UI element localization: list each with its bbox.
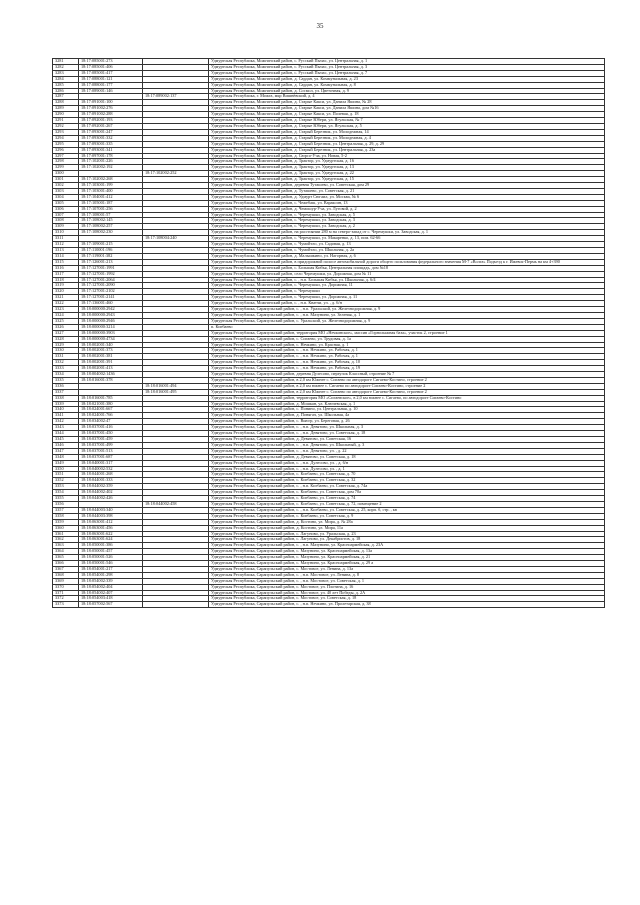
cadastral-number: 18:18:016001:785: [79, 395, 143, 401]
address: Удмуртская Республика, Можгинский район, д. Старый Березник, ул. Центральная, д. 29, д. 29: [209, 141, 605, 147]
cadastral-number: 18:17:110001:196: [79, 248, 143, 254]
address: Удмуртская Республика, Сарапульский район, с. , н.п. Дулесово, ул. , д. 1: [209, 466, 605, 472]
cadastral-number: 18:18:002001:340: [79, 342, 143, 348]
cadastral-number: 18:17:109001:215: [79, 242, 143, 248]
row-number: 3343: [53, 425, 79, 431]
address: Удмуртская Республика, Можгинский район, с. Русский Пычас, ул. Центральная, д. 1: [209, 59, 605, 65]
cadastral-number: 18:17:085001:406: [79, 64, 143, 70]
row-number: 3353: [53, 484, 79, 490]
cadastral-number: 18:18:054002:407: [79, 590, 143, 596]
address: Удмуртская Республика, Сарапульский район, с. , н.п. Нечкино, ул. Рабочая, д. 1: [209, 348, 605, 354]
cadastral-number: 18:18:054001:217: [79, 566, 143, 572]
cadastral-number: 18:17:108002:257: [79, 224, 143, 230]
row-number: 3348: [53, 454, 79, 460]
cadastral-number: 18:18:002001:381: [79, 354, 143, 360]
cadastral-number: 18:17:093001:247: [79, 129, 143, 135]
row-number: 3328: [53, 336, 79, 342]
address: Удмуртская Республика, Сарапульский район, в 2,0 км Южнее с. Сигаево по автодороге Сигаево-Костино, строение 2: [209, 377, 605, 383]
row-number: 3290: [53, 112, 79, 118]
address: Удмуртская Республика, Можгинский район, с. , н.п. Кватчи, ул. , д. 6/н: [209, 301, 605, 307]
cadastral-number: 18:17:127001:2102: [79, 289, 143, 295]
row-number: 3311: [53, 236, 79, 242]
cadastral-number: 18:17:105001:187: [79, 200, 143, 206]
address: Удмуртская Республика, Можгинский район, с. Черемушки, ул. Дорожная, д. 11: [209, 295, 605, 301]
row-number: 3341: [53, 413, 79, 419]
row-number: 3369: [53, 578, 79, 584]
address: Удмуртская Республика, Можгинский район, с. Черемушки: [209, 289, 605, 295]
address: Удмуртская Республика, Сарапульский район, с. Кигбаево, ул. Советская, д. 70: [209, 472, 605, 478]
address: Удмуртская Республика, Сарапульский район, д. Девятово, ул. Советская, д. 18: [209, 454, 605, 460]
cadastral-number: 18:18:037001:459: [79, 437, 143, 443]
address: Удмуртская Республика, Можгинский район, д. Туташево, ул. Советская, д. 21: [209, 188, 605, 194]
address: Удмуртская Республика, Сарапульский район, деревня Дулесово, переулок Классный, строение № 7: [209, 372, 605, 378]
address: Удмуртская Республика, Можгинский район, д. Трактор, ул. Удмуртская, д. 22: [209, 171, 605, 177]
address: Удмуртская Республика, Можгинский район, с. , н.п. Большая Кибья, ул. Школьная, д. 6/4: [209, 277, 605, 283]
address: Удмуртская Республика, Можгинский район, с. Чумойтло, ул. Школьная, д. 2а: [209, 248, 605, 254]
cadastral-number: 18:18:040002:532: [79, 466, 143, 472]
cadastral-number: 18:18:063001:456: [79, 525, 143, 531]
cadastral-number: 18:17:092001:267: [79, 123, 143, 129]
address: Удмуртская Республика, Можгинский район, с. Черемушки, ул. Заводская, д. 2: [209, 224, 605, 230]
row-number: 3298: [53, 159, 79, 165]
address: Удмуртская Республика, Сарапульский район, с. , н.п. Девятово, ул. , д. 22: [209, 448, 605, 454]
row-number: 3358: [53, 513, 79, 519]
address: Удмуртская Республика, Сарапульский район, с. Мазунино, ул. Красноармейская, д. 13а: [209, 549, 605, 555]
cadastral-number: 18:17:097001:178: [79, 153, 143, 159]
cadastral-number: 18:17:091002:288: [79, 112, 143, 118]
row-number: 3283: [53, 70, 79, 76]
row-number: 3365: [53, 555, 79, 561]
address: Удмуртская Республика, Сарапульский район, с. , н.п. Мазунино, ул. Зеленая, д. 1: [209, 312, 605, 318]
address: Удмуртская Республика, Можгинский район, д. Сардан, ул. Коммунальная, д. 8: [209, 82, 605, 88]
cadastral-number: 18:17:089001:146: [79, 88, 143, 94]
cadastral-number: 18:18:044003:398: [79, 513, 143, 519]
address: Удмуртская Республика, Сарапульский район, с. Нечкино, ул. Красная, д. 1: [209, 342, 605, 348]
row-number: 3291: [53, 118, 79, 124]
row-number: 3315: [53, 259, 79, 265]
cadastral-number: 18:18:040001:317: [79, 460, 143, 466]
address: Удмуртская Республика, Сарапульский район, в 2,0 км Южнее с. Сигаево по автодороге Сигаево-Костино, строение 2: [209, 389, 605, 395]
row-number: 3318: [53, 277, 79, 283]
cadastral-number: 18:18:004002:1436: [79, 372, 143, 378]
address: Удмуртская Республика, Сарапульский район, с. Мазунино, ул. Красноармейская, д. 29 а: [209, 561, 605, 567]
row-number: 3345: [53, 437, 79, 443]
row-number: 3355: [53, 496, 79, 502]
cadastral-number: 18:18:024001:667: [79, 407, 143, 413]
cadastral-number: 18:17:085001:273: [79, 59, 143, 65]
address: Удмуртская Республика, Сарапульский район, с. , н.п. Нечкино, ул. Рабочая, д. 19: [209, 366, 605, 372]
address: Удмуртская Республика, Можгинский район, д. Трактор, ул. Удмуртская, д. 15: [209, 177, 605, 183]
cadastral-number: 18:18:054002:339: [79, 578, 143, 584]
address: Удмуртская Республика, Можгинский район, с. Черемушки, ул. Заводская, д. 5: [209, 212, 605, 218]
address: Удмуртская Республика, Сарапульский район, с. Лагуново, ул. Уральская, д. 23: [209, 531, 605, 537]
row-number: 3349: [53, 460, 79, 466]
cadastral-number: 18:18:000000:3903: [79, 330, 143, 336]
cadastral-number: 18:17:103001:199: [79, 183, 143, 189]
cadastral-number: 18:18:063001:622: [79, 531, 143, 537]
row-number: 3316: [53, 265, 79, 271]
cadastral-number: 18:18:024001:766: [79, 413, 143, 419]
row-number: 3302: [53, 183, 79, 189]
address: Удмуртская Республика, Сарапульский район, с. Кигбаево, ул. Советская, д. 74: [209, 496, 605, 502]
cadastral-number: 18:18:000000:2942: [79, 307, 143, 313]
row-number: 3306: [53, 206, 79, 212]
cadastral-number: 18:17:127001:2141: [79, 295, 143, 301]
cadastral-number: 18:17:136001:460: [79, 301, 143, 307]
address: Удмуртская Республика, Сарапульский район, д. Костино, ул. Мира, 11а: [209, 525, 605, 531]
row-number: 3324: [53, 312, 79, 318]
row-number: 3288: [53, 100, 79, 106]
row-number: 3281: [53, 59, 79, 65]
row-number: 3361: [53, 531, 79, 537]
cadastral-number: 18:18:044003:340: [79, 507, 143, 513]
address: Удмуртская Республика, Можгинский район, д. Сюрсо-Уча, ул. Новая, 5-2: [209, 153, 605, 159]
cadastral-number: 18:17:088001:177: [79, 82, 143, 88]
cadastral-number: 18:17:091002:276: [79, 106, 143, 112]
cadastral-number: 18:17:103001:400: [79, 188, 143, 194]
row-number: 3335: [53, 377, 79, 383]
address: Удмуртская Республика, Сарапульский район, территория МО «Нечкинское», массив «Горнолыжная база», участок 2, строение 1: [209, 330, 605, 336]
address: Удмуртская Республика, Сарапульский район, с. , н.п. Нечкино, ул. Пролетарская, д. 38: [209, 602, 605, 608]
row-number: 3285: [53, 82, 79, 88]
row-number: 3292: [53, 123, 79, 129]
row-number: 3310: [53, 230, 79, 236]
row-number: 3372: [53, 596, 79, 602]
address: Удмуртская Республика, Сарапульский район, с. , н.п. Дулесово, ул. , д. 6/н: [209, 460, 605, 466]
address: Удмуртская Республика, Можгинский район, д. Старый Березник, ул. Центральная, д. 23а: [209, 147, 605, 153]
address: Удмуртская Республика, Сарапульский район, с. , н.п. Мостовое, ул. Советская, д. 1: [209, 578, 605, 584]
address: Удмуртская Республика, Можгинский район, д. Старые Какси, ул. Данила Яшина, дом №16: [209, 106, 605, 112]
row-number: 3295: [53, 141, 79, 147]
row-number: 3319: [53, 283, 79, 289]
address: Удмуртская Республика, Сарапульский район, с. , н.п. Мостовое, ул. Ленина, д. 8: [209, 572, 605, 578]
address: Удмуртская Республика, Можгинский район, в придорожной полосе автомобильной дороги общего пользования федерального значения М-7 «Волга» Подъезд к г. Ижевск-Пермь на км 4+390: [209, 259, 605, 265]
address: Удмуртская Республика, Можгинский район, с. Русский Пычас, ул. Центральная, д. 7: [209, 70, 605, 76]
cadastral-number: 18:18:054002:404: [79, 584, 143, 590]
row-number: 3317: [53, 271, 79, 277]
row-number: 3300: [53, 171, 79, 177]
cadastral-number: 18:17:093001:332: [79, 135, 143, 141]
page-number: 35: [316, 22, 324, 30]
cadastral-number: 18:17:093001:335: [79, 141, 143, 147]
address: Удмуртская Республика, Можгинский район, д. Удмурт Сюгаил, ул. Москва, № 6: [209, 194, 605, 200]
row-number: 3287: [53, 94, 79, 100]
address: Удмуртская Республика, Сарапульский район, с. Лагуново, ул. Декабристов, д. 18: [209, 537, 605, 543]
cadastral-number: 18:18:044002:359: [79, 484, 143, 490]
registry-table: [52, 58, 605, 608]
address: Удмуртская Республика, Можгинский район, с. Черемушки, ул. Дорожная, 11: [209, 283, 605, 289]
cadastral-number: 18:18:050001:526: [79, 555, 143, 561]
address: п. Кигбаево: [209, 324, 605, 330]
cadastral-number: 18:18:037001:416: [79, 425, 143, 431]
address: Удмуртская Республика, Сарапульский район, с. , н.п. Нечкино, ул. Рабочая, д. 10: [209, 360, 605, 366]
row-number: 3340: [53, 407, 79, 413]
address: Удмуртская Республика, Сарапульский район, д. Костино, ул. Мира, д. № 28а: [209, 519, 605, 525]
table-row: [53, 602, 605, 608]
row-number: 3296: [53, 147, 79, 153]
row-number: 3332: [53, 360, 79, 366]
cadastral-number: 18:18:000000:4734: [79, 336, 143, 342]
address: Удмуртская Республика, Можгинский район, д. Малышкино, ул. Нагорная, д. 6: [209, 253, 605, 259]
row-number: 3364: [53, 549, 79, 555]
address: Удмуртская Республика, Сарапульский район, с. Мостовое, ул. Плотина, д. 16: [209, 584, 605, 590]
row-number: 3286: [53, 88, 79, 94]
address: Удмуртская Республика, Можгинский район, д. Сардан, ул. Коммунальная, д. 23: [209, 76, 605, 82]
address: Удмуртская Республика, Сарапульский район, в 2,0 км южнее с. Сигаево по автодороге Сигаево-Костино, строение 2: [209, 383, 605, 389]
row-number: 3366: [53, 561, 79, 567]
cadastral-number: 18:17:085001:417: [79, 70, 143, 76]
address: Удмуртская Республика, Сарапульский район, с. Сигаево, ул. Трудовая, д. 1а: [209, 336, 605, 342]
row-number: 3331: [53, 354, 79, 360]
cadastral-number: 18:18:050001:546: [79, 561, 143, 567]
address: Удмуртская Республика, Можгинский район, д. Трактор, ул. Удмуртская, д. 13: [209, 165, 605, 171]
row-number: 3322: [53, 301, 79, 307]
address: Удмуртская Республика, Можгинский район, с. Русский Пычас, ул. Центральная, д. 3: [209, 64, 605, 70]
linked-cadastral-number: 18:17:102002:252: [143, 171, 209, 177]
address: Удмуртская Республика, Сарапульский район, с. Вьюгр, ул. Береговая, д. 26: [209, 419, 605, 425]
row-number: 3337: [53, 389, 79, 395]
address: Удмуртская Республика, Можгинский район, деревня Туташево, ул. Советская, дом 29: [209, 183, 605, 189]
row-number: 3303: [53, 188, 79, 194]
address: Удмуртская Республика, Сарапульский район, с. Мостовое, ул. Ленина, д. 13а: [209, 566, 605, 572]
cadastral-number: 18:18:016001:378: [79, 377, 143, 383]
row-number: 3312: [53, 242, 79, 248]
address: Удмуртская Республика, г. Можга, мкр Вишнёвский, д. 4: [209, 94, 605, 100]
row-number: 3360: [53, 525, 79, 531]
address: Удмуртская Республика, Можгинский район, д. Трактор, ул. Удмуртская, д. 16: [209, 159, 605, 165]
linked-cadastral-number: 18:17:089002:137: [143, 94, 209, 100]
cadastral-number: 18:18:034002:47: [79, 419, 143, 425]
cadastral-number: 18:17:102002:268: [79, 177, 143, 183]
row-number: 3334: [53, 372, 79, 378]
row-number: 3354: [53, 490, 79, 496]
row-number: 3342: [53, 419, 79, 425]
row-number: 3326: [53, 324, 79, 330]
address: Удмуртская Республика, Можгинский район, с. Черемушки, ул. Заводская, д. 3: [209, 218, 605, 224]
cadastral-number: 18:18:063001:412: [79, 519, 143, 525]
row-number: 3299: [53, 165, 79, 171]
cadastral-number: 18:18:000000:2946: [79, 318, 143, 324]
address: Удмуртская Республика, Сарапульский район, с. Мостовое, ул. 40 лет Победы, д. 2А: [209, 590, 605, 596]
address: Удмуртская Республика, Сарапульский район, с. , н.п. Девятово, ул. Школьный, д. 3: [209, 442, 605, 448]
linked-cadastral-number: 18:18:016001:494: [143, 383, 209, 389]
cadastral-number: 18:17:102002:192: [79, 165, 143, 171]
cadastral-number: 18:17:127001:1992: [79, 271, 143, 277]
address: Удмуртская Республика, Сарапульский район, с. , н.п. Нечкино, ул. Рабочая, д. 1: [209, 354, 605, 360]
linked-cadastral-number: 18:18:044002:458: [143, 501, 209, 507]
row-number: 3359: [53, 519, 79, 525]
row-number: 3362: [53, 537, 79, 543]
row-number: 3309: [53, 224, 79, 230]
row-number: 3351: [53, 472, 79, 478]
row-number: 3330: [53, 348, 79, 354]
cadastral-number: 18:18:037001:687: [79, 454, 143, 460]
row-number: 3371: [53, 590, 79, 596]
cadastral-number: 18:18:037001:513: [79, 448, 143, 454]
address: Удмуртская Республика, Сарапульский район, с. Кигбаево, ул. Советская, д. 72, помещение 2: [209, 501, 605, 507]
address: Удмуртская Республика, Сарапульский район, д. Девятово, ул. Советская, 16: [209, 437, 605, 443]
cadastral-number: 18:18:044001:268: [79, 472, 143, 478]
address: Удмуртская Республика, Сарапульский район, территория МО «Сигаевское», в 2,0 км южнее с. Сигаево, по автодороге Сигаево-Костино: [209, 395, 605, 401]
cadastral-number: 18:17:104001:412: [79, 194, 143, 200]
address: Удмуртская Республика, Можгинский район, д. Старые Какси, ул. Данила Яшина, № 28: [209, 100, 605, 106]
address: Удмуртская Республика, Сарапульский район, с. , н.п. Мазунино, ул. Красноармейская, д. 23А: [209, 543, 605, 549]
linked-cadastral-number: 18:17:108004:240: [143, 236, 209, 242]
cadastral-number: 18:18:002001:373: [79, 348, 143, 354]
row-number: 3297: [53, 153, 79, 159]
cadastral-number: 18:17:127001:1991: [79, 265, 143, 271]
row-number: 3307: [53, 212, 79, 218]
cadastral-number: 18:18:054001:298: [79, 572, 143, 578]
cadastral-number: 18:17:108001:57: [79, 212, 143, 218]
row-number: 3347: [53, 448, 79, 454]
cadastral-number: 18:17:093001:341: [79, 147, 143, 153]
row-number: 3320: [53, 289, 79, 295]
row-number: 3323: [53, 307, 79, 313]
cadastral-number: 18:17:107001:256: [79, 206, 143, 212]
address: Удмуртская Республика, Сарапульский район, с. Мостовое, ул. Советская, д. 18: [209, 596, 605, 602]
cadastral-number: 18:18:037001:499: [79, 442, 143, 448]
row-number: 3327: [53, 330, 79, 336]
row-number: 3325: [53, 318, 79, 324]
row-number: 3329: [53, 342, 79, 348]
address: Удмуртская Республика, Сарапульский район, с. , н.п. Кигбаево, ул. Советская, д. 25, корп. б, стр. , кв: [209, 507, 605, 513]
cadastral-number: 18:18:063001:624: [79, 537, 143, 543]
address: Удмуртская Республика, Сарапульский район, д. Понягач, ул. Школьная, 4а: [209, 413, 605, 419]
cadastral-number: 18:18:050001:457: [79, 549, 143, 555]
cadastral-number: 18:18:002001:413: [79, 366, 143, 372]
cadastral-number: 18:18:000000:2943: [79, 312, 143, 318]
linked-cadastral-number: [143, 602, 209, 608]
cadastral-number: 18:18:000000:3214: [79, 324, 143, 330]
row-number: 3301: [53, 177, 79, 183]
row-number: 3370: [53, 584, 79, 590]
address: Удмуртская Республика, Сарапульский район, с. , н.п. Кигбаево, ул. Советская, д. 74а: [209, 484, 605, 490]
address: Удмуртская Республика, Сарапульский район, с. , н.п. Девятово, ул. Советская, д. 18: [209, 431, 605, 437]
row-number: 3304: [53, 194, 79, 200]
address: Удмуртская Республика, Можгинский район, д. Старый Березник, ул. Молодежная, д. 4: [209, 135, 605, 141]
cadastral-number: 18:17:119001:382: [79, 253, 143, 259]
cadastral-number: 18:18:044002:402: [79, 490, 143, 496]
row-number: 3350: [53, 466, 79, 472]
address: Удмуртская Республика, Можгинский район, с. Чумойтло, ул. Садовая, д. 13: [209, 242, 605, 248]
cadastral-number: 18:18:002001:391: [79, 360, 143, 366]
address: Удмуртская Республика, Сарапульский район, с. Мазунино, ул. Красноармейская, д. 21: [209, 555, 605, 561]
address: Удмуртская Республика, Можгинский район, с. Черемушки, ул. Макаренко, д. 13, пом. 62-66: [209, 236, 605, 242]
row-number: 3284: [53, 76, 79, 82]
row-number: 3282: [53, 64, 79, 70]
row-number: 3289: [53, 106, 79, 112]
address: Удмуртская Республика, Сарапульский район, с. , н.п. Уральский, ул. Железнодорожная, д. 9: [209, 307, 605, 313]
address: Удмуртская Республика, Сарапульский район, с. Кигбаево, ул. Советская, д. 9: [209, 513, 605, 519]
cadastral-number: 18:17:091001:100: [79, 100, 143, 106]
row-number: 3368: [53, 572, 79, 578]
row-number: 3313: [53, 248, 79, 254]
address: Удмуртская Республика, Можгинский район, д. Сосмол, ул. Цветочная, д. 9: [209, 88, 605, 94]
row-number: 3357: [53, 507, 79, 513]
cadastral-number: 18:18:057002:567: [79, 602, 143, 608]
address: Удмуртская Республика, Сарапульский район, с. , н.п. Девятово, ул. Школьная, д. 3: [209, 425, 605, 431]
row-number: 3367: [53, 566, 79, 572]
row-number: 3314: [53, 253, 79, 259]
row-number: 3305: [53, 200, 79, 206]
row-number: 3321: [53, 295, 79, 301]
address: Удмуртская Республика, Сарапульский район, с. Кигбаево, ул. Советская, д. 32: [209, 478, 605, 484]
row-number: 3363: [53, 543, 79, 549]
cadastral-number: 18:18:037001:450: [79, 431, 143, 437]
row-number: 3294: [53, 135, 79, 141]
row-number: 3356: [53, 501, 79, 507]
address: Удмуртская Республика, Можгинский район, д. Старые Юбери, ул. Ягульская, д. 5: [209, 123, 605, 129]
row-number: 3344: [53, 431, 79, 437]
address: Удмуртская Республика, Можгинский район, с. Большая Кибья, Центральная площадь, дом №18: [209, 265, 605, 271]
row-number: 3293: [53, 129, 79, 135]
row-number: 3339: [53, 401, 79, 407]
cadastral-number: 18:18:044001:333: [79, 478, 143, 484]
row-number: 3308: [53, 218, 79, 224]
address: Удмуртская Республика, Можгинский район, д. Старые Какси, ул. Полевая, д. 18: [209, 112, 605, 118]
row-number: 3333: [53, 366, 79, 372]
address: Удмуртская Республика, Сарапульский район, с. Уральский, ул. Железнодорожная, д. 9: [209, 318, 605, 324]
cadastral-number: 18:17:127001:2064: [79, 277, 143, 283]
cadastral-number: 18:18:021001:380: [79, 401, 143, 407]
linked-cadastral-number: 18:18:016001:495: [143, 389, 209, 395]
address: Удмуртская Республика, Можгинский район, д. Старый Березник, ул. Молодежная, 14: [209, 129, 605, 135]
cadastral-number: 18:17:108002:145: [79, 218, 143, 224]
cadastral-number: 18:17:108002:230: [79, 230, 143, 236]
cadastral-number: 18:17:088001:121: [79, 76, 143, 82]
row-number: 3338: [53, 395, 79, 401]
address: Удмуртская Республика, Сарапульский район, с. Кигбаево, ул. Советская, дом 70а: [209, 490, 605, 496]
row-number: 3352: [53, 478, 79, 484]
cadastral-number: 18:17:127001:2090: [79, 283, 143, 289]
address: Удмуртская Республика, Сарапульский район, с. Понино, ул. Центральная, д. 10: [209, 407, 605, 413]
row-number: 3336: [53, 383, 79, 389]
cadastral-number: 18:17:102001:226: [79, 159, 143, 165]
address: Удмуртская Республика, Можгинский район, с. Чежебаш, ул. Вараксин, 13: [209, 200, 605, 206]
cadastral-number: 18:18:054003:418: [79, 596, 143, 602]
row-number: 3373: [53, 602, 79, 608]
cadastral-number: 18:17:126001:213: [79, 259, 143, 265]
address: Удмуртская Республика, Сарапульский район, д. Мошкан, ул. Ключевская, д. 1: [209, 401, 605, 407]
cadastral-number: 18:18:044002:426: [79, 496, 143, 502]
row-number: 3346: [53, 442, 79, 448]
address: Удмуртская Республика, Можгинский район, на расстоянии 280 м на северо-запад от с. Черемушки, ул. Заводская, д. 1: [209, 230, 605, 236]
address: Удмуртская Республика, Можгинский район, село Черемушки, ул. Дорожная, дом № 11: [209, 271, 605, 277]
cadastral-number: 18:17:092001:193: [79, 118, 143, 124]
registry-body: [53, 59, 605, 608]
address: Удмуртская Республика, Можгинский район, д. Старые Юбери, ул. Ягульская, № 7: [209, 118, 605, 124]
cadastral-number: 18:18:050001:386: [79, 543, 143, 549]
address: Удмуртская Республика, Можгинский район, д. Чемошур-Уча, ул. Луговой, д. 2: [209, 206, 605, 212]
